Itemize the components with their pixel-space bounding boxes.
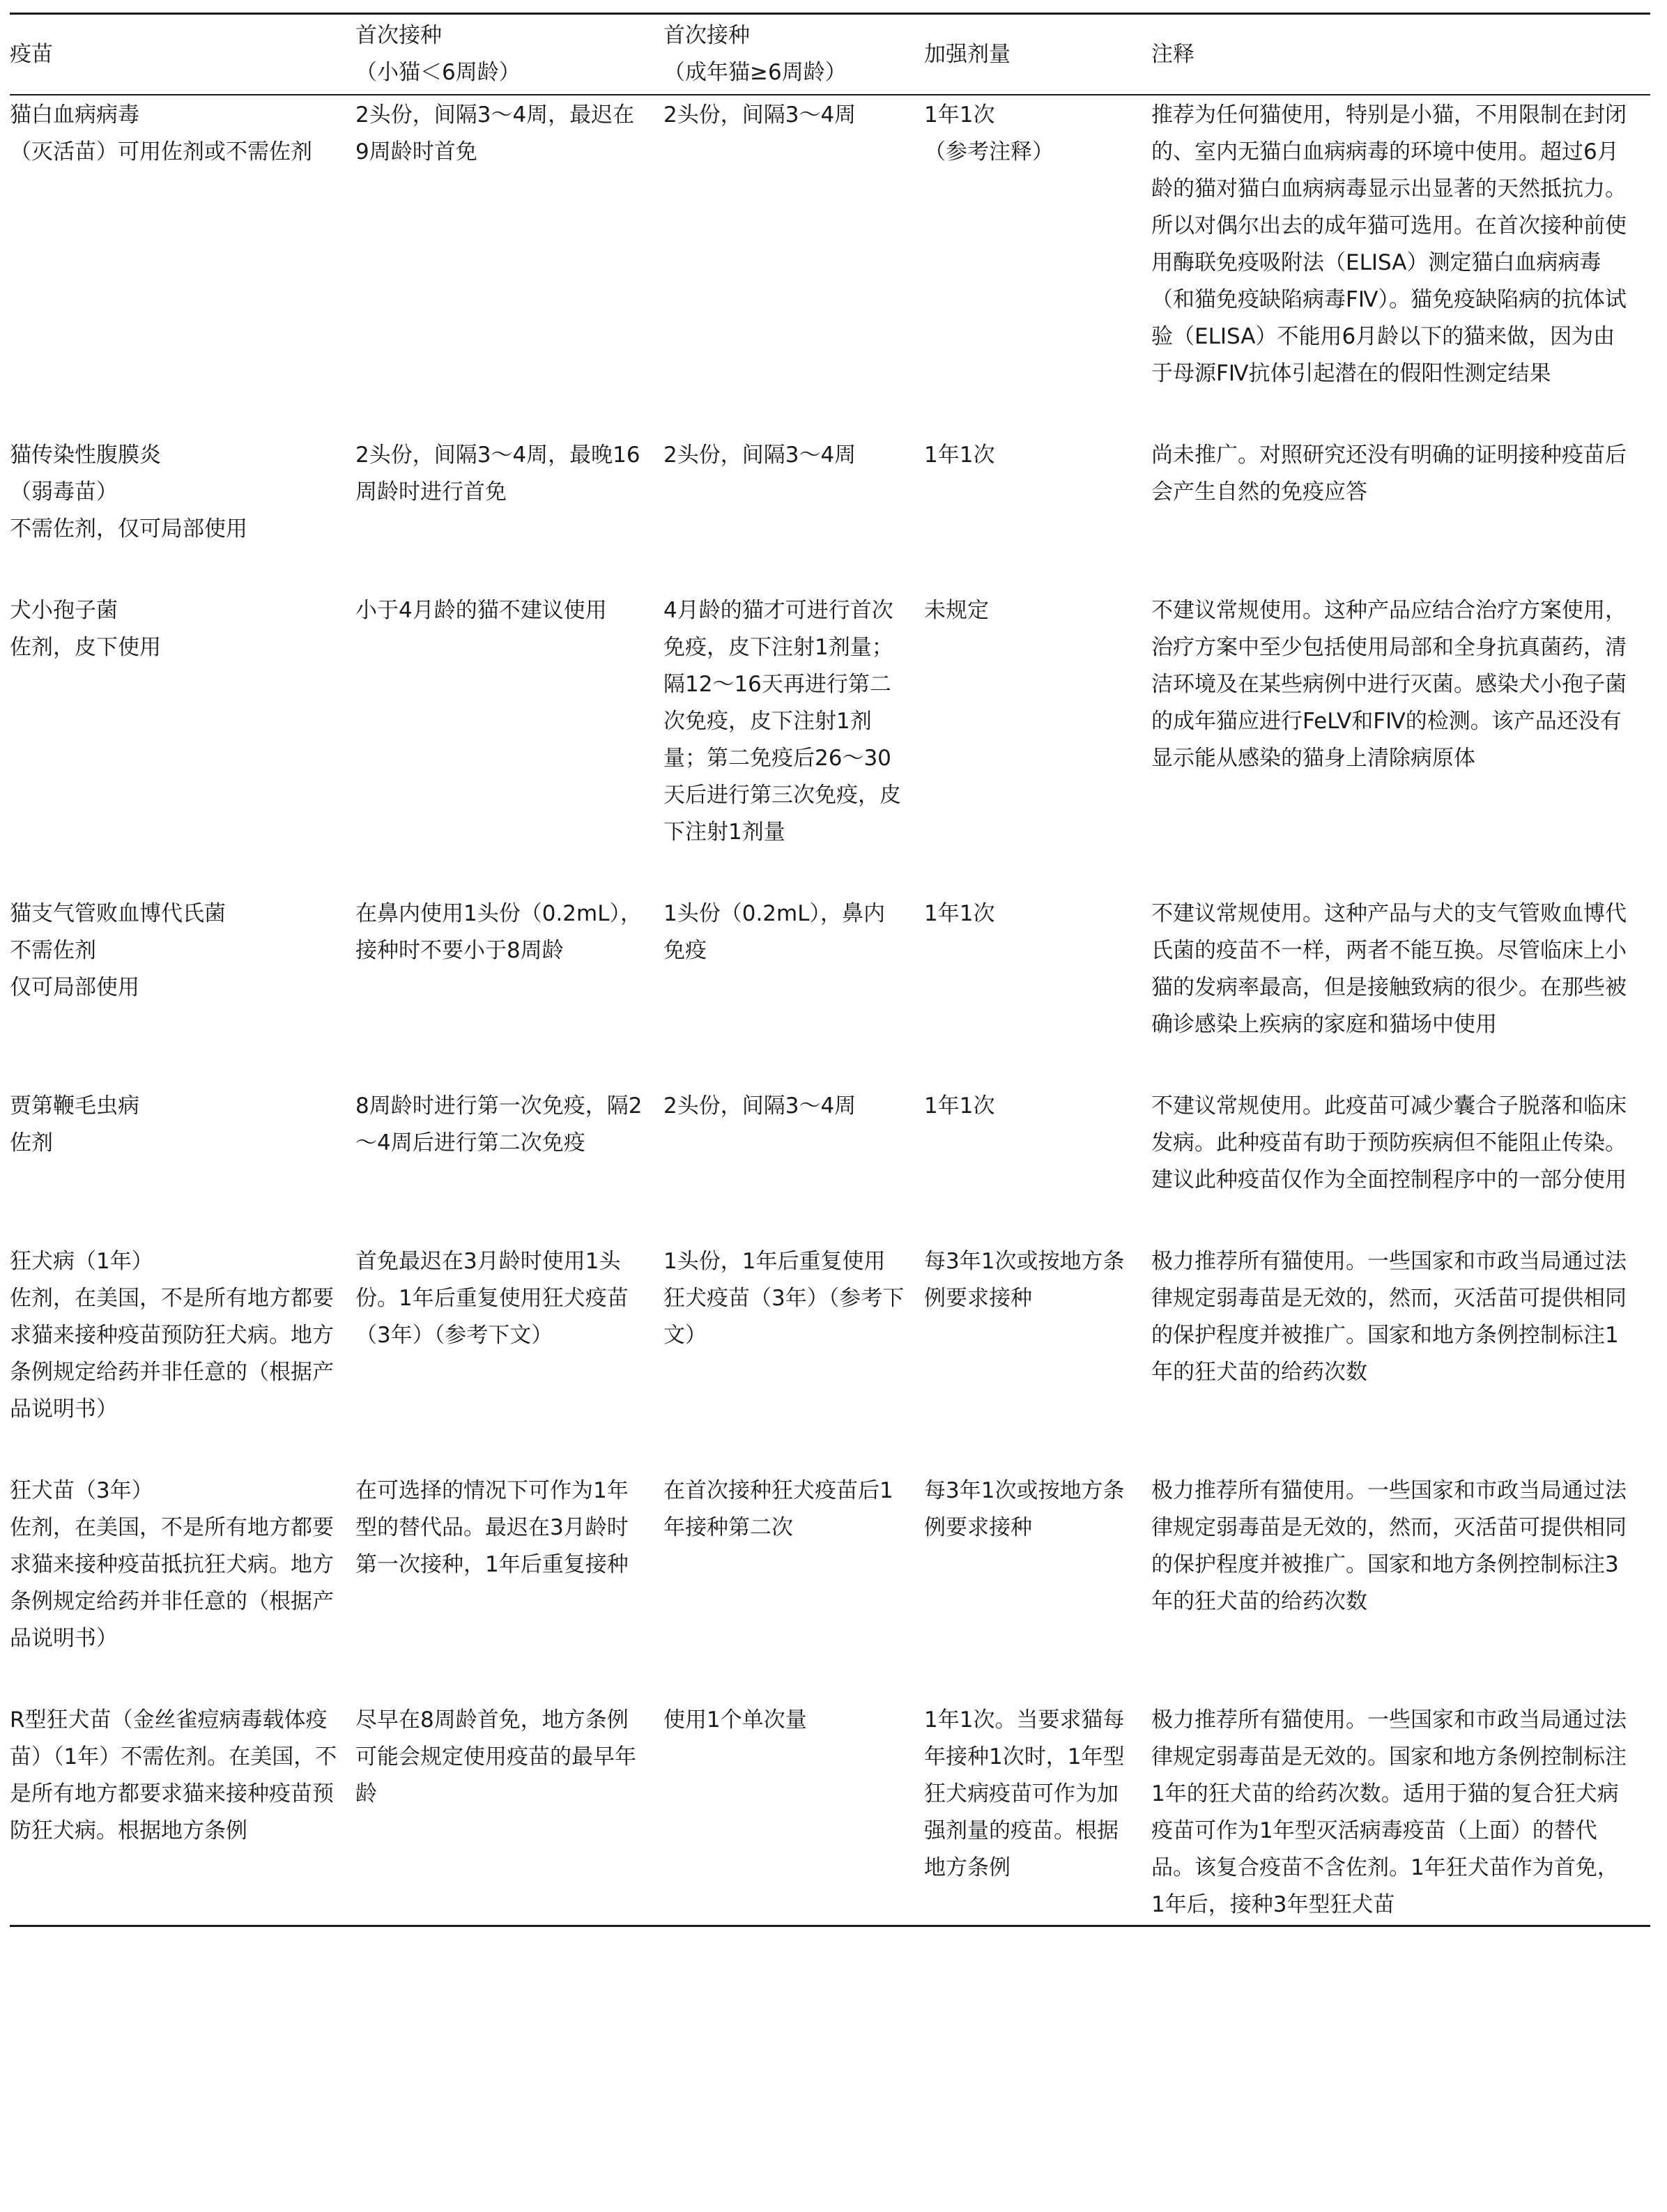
- table-row: [10, 1241, 1650, 1470]
- table-row: [10, 1699, 1650, 1926]
- notes-cell: 极力推荐所有猫使用。一些国家和市政当局通过法律规定弱毒苗是无效的，然而，灭活苗可提供相同的保护程度并被推广。国家和地方条例控制标注3年的狂犬苗的给药次数: [1151, 1478, 1627, 1614]
- adult-first-dose-cell: 使用1个单次量: [663, 1707, 807, 1733]
- adult-first-dose-cell: 4月龄的猫才可进行首次免疫，皮下注射1剂量；隔12～16天再进行第二次免疫，皮下注射1剂量；第二免疫后26～30天后进行第三次免疫，皮下注射1剂量: [663, 598, 901, 845]
- header-first-dose-kitten: [355, 14, 663, 95]
- booster-cell: [924, 1085, 1151, 1241]
- vaccine-cell-line: 不需佐剂: [10, 938, 96, 963]
- kitten-first-dose-cell: 8周龄时进行第一次免疫，隔2～4周后进行第二次免疫: [355, 1093, 643, 1155]
- vaccine-cell-line: 不需佐剂，仅可局部使用: [10, 516, 247, 542]
- booster-cell-line: 未规定: [924, 598, 989, 623]
- table-header: [10, 14, 1650, 95]
- header-row: [10, 14, 1650, 95]
- booster-cell: [924, 1470, 1151, 1699]
- header-line: 首次接种: [663, 23, 750, 48]
- booster-cell: [924, 590, 1151, 893]
- table-row: [10, 434, 1650, 590]
- vaccine-cell-line: 仅可局部使用: [10, 975, 139, 1000]
- vaccine-cell-line: 狂犬苗（3年）: [10, 1478, 153, 1503]
- header-line: （小猫＜6周龄）: [355, 60, 521, 85]
- adult-first-dose-cell: 2头份，间隔3～4周: [663, 443, 856, 468]
- notes-cell: 不建议常规使用。这种产品与犬的支气管败血博代氏菌的疫苗不一样，两者不能互换。尽管临床上小猫的发病率最高，但是接触致病的很少。在那些被确诊感染上疾病的家庭和猫场中使用: [1151, 901, 1627, 1037]
- kitten-first-dose-cell: 小于4月龄的猫不建议使用: [355, 598, 607, 623]
- notes-cell: 极力推荐所有猫使用。一些国家和市政当局通过法律规定弱毒苗是无效的，然而，灭活苗可提供相同的保护程度并被推广。国家和地方条例控制标注1年的狂犬苗的给药次数: [1151, 1249, 1627, 1385]
- vaccine-cell-line: 猫白血病病毒: [10, 102, 139, 128]
- booster-cell-line: 每3年1次或按地方条例要求接种: [924, 1249, 1125, 1311]
- adult-first-dose-cell: 2头份，间隔3～4周: [663, 1093, 856, 1119]
- vaccine-cell: [10, 1470, 355, 1699]
- notes-cell: 极力推荐所有猫使用。一些国家和市政当局通过法律规定弱毒苗是无效的。国家和地方条例控制标注1年的狂犬苗的给药次数。适用于猫的复合狂犬病疫苗可作为1年型灭活病毒疫苗（上面）的替代品。该复合疫苗不含佐剂。1年狂犬苗作为首免，1年后，接种3年型狂犬苗: [1151, 1707, 1627, 1917]
- adult-first-dose-cell: 1头份，1年后重复使用狂犬疫苗（3年）（参考下文）: [663, 1249, 905, 1348]
- kitten-first-dose-cell: 2头份，间隔3～4周，最晚16周龄时进行首免: [355, 443, 640, 505]
- booster-cell: [924, 434, 1151, 590]
- booster-cell-line: 1年1次: [924, 443, 995, 468]
- vaccine-cell: [10, 1699, 355, 1926]
- vaccine-cell-line: 犬小孢子菌: [10, 598, 118, 623]
- vaccine-cell-line: 佐剂，在美国，不是所有地方都要求猫来接种疫苗抵抗狂犬病。地方条例规定给药并非任意的（根据产品说明书）: [10, 1515, 334, 1651]
- vaccine-cell-line: R型狂犬苗（金丝雀痘病毒载体疫苗）（1年）不需佐剂。在美国，不是所有地方都要求猫来接种疫苗预防狂犬病。根据地方条例: [10, 1707, 337, 1843]
- adult-first-dose-cell: 1头份（0.2mL），鼻内免疫: [663, 901, 885, 963]
- booster-cell-line: 每3年1次或按地方条例要求接种: [924, 1478, 1125, 1540]
- booster-cell: [924, 893, 1151, 1085]
- notes-cell: 不建议常规使用。此疫苗可减少囊合子脱落和临床发病。此种疫苗有助于预防疾病但不能阻止传染。建议此种疫苗仅作为全面控制程序中的一部分使用: [1151, 1093, 1627, 1192]
- kitten-first-dose-cell: 首免最迟在3月龄时使用1头份。1年后重复使用狂犬疫苗（3年）（参考下文）: [355, 1249, 629, 1348]
- header-line: （成年猫≥6周龄）: [663, 60, 847, 85]
- vaccine-cell-line: 佐剂: [10, 1130, 53, 1155]
- vaccine-cell-line: 狂犬病（1年）: [10, 1249, 153, 1274]
- table-row: [10, 95, 1650, 434]
- notes-cell: 尚未推广。对照研究还没有明确的证明接种疫苗后会产生自然的免疫应答: [1151, 443, 1627, 505]
- kitten-first-dose-cell: 在鼻内使用1头份（0.2mL），接种时不要小于8周龄: [355, 901, 642, 963]
- header-line: 注释: [1151, 41, 1194, 67]
- header-first-dose-adult: [663, 14, 924, 95]
- table-row: [10, 1470, 1650, 1699]
- vaccine-cell: [10, 1085, 355, 1241]
- booster-cell: [924, 1699, 1151, 1926]
- header-line: 疫苗: [10, 41, 53, 67]
- booster-cell-line: 1年1次: [924, 901, 995, 926]
- booster-cell-line: 1年1次。当要求猫每年接种1次时，1年型狂犬病疫苗可作为加强剂量的疫苗。根据地方条例: [924, 1707, 1125, 1880]
- vaccine-cell-line: 佐剂，皮下使用: [10, 635, 161, 660]
- vaccine-cell-line: 猫支气管败血博代氏菌: [10, 901, 226, 926]
- booster-cell-line: 1年1次: [924, 102, 995, 128]
- vaccine-cell: [10, 590, 355, 893]
- vaccine-cell-line: （灭活苗）可用佐剂或不需佐剂: [10, 139, 312, 164]
- vaccine-cell-line: （弱毒苗）: [10, 479, 118, 505]
- header-line: 加强剂量: [924, 41, 1011, 67]
- vaccine-cell-line: 贾第鞭毛虫病: [10, 1093, 139, 1119]
- booster-cell-line: 1年1次: [924, 1093, 995, 1119]
- header-notes: [1151, 14, 1650, 95]
- booster-cell: [924, 1241, 1151, 1470]
- vaccine-cell: [10, 893, 355, 1085]
- vaccination-table: [10, 13, 1650, 1927]
- vaccine-cell: [10, 95, 355, 434]
- notes-cell: 不建议常规使用。这种产品应结合治疗方案使用，治疗方案中至少包括使用局部和全身抗真菌药，清洁环境及在某些病例中进行灭菌。感染犬小孢子菌的成年猫应进行FeLV和FⅣ的检测。该产品还没有显示能从感染的猫身上清除病原体: [1151, 598, 1627, 771]
- booster-cell: [924, 95, 1151, 434]
- table-row: [10, 1085, 1650, 1241]
- vaccine-cell-line: 猫传染性腹膜炎: [10, 443, 161, 468]
- vaccine-cell: [10, 434, 355, 590]
- notes-cell: 推荐为任何猫使用，特别是小猫，不用限制在封闭的、室内无猫白血病病毒的环境中使用。超过6月龄的猫对猫白血病病毒显示出显著的天然抵抗力。所以对偶尔出去的成年猫可选用。在首次接种前使用酶联免疫吸附法（ELISA）测定猫白血病病毒（和猫免疫缺陷病毒FⅣ）。猫免疫缺陷病的抗体试验（ELISA）不能用6月龄以下的猫来做，因为由于母源FⅣ抗体引起潜在的假阳性测定结果: [1151, 102, 1627, 386]
- table-body: [10, 95, 1650, 1926]
- vaccine-cell: [10, 1241, 355, 1470]
- table-row: [10, 590, 1650, 893]
- kitten-first-dose-cell: 尽早在8周龄首免，地方条例可能会规定使用疫苗的最早年龄: [355, 1707, 636, 1806]
- vaccine-cell-line: 佐剂，在美国，不是所有地方都要求猫来接种疫苗预防狂犬病。地方条例规定给药并非任意的（根据产品说明书）: [10, 1286, 334, 1422]
- header-booster: [924, 14, 1151, 95]
- adult-first-dose-cell: 在首次接种狂犬疫苗后1年接种第二次: [663, 1478, 893, 1540]
- booster-cell-line: （参考注释）: [924, 139, 1054, 164]
- header-vaccine: [10, 14, 355, 95]
- kitten-first-dose-cell: 在可选择的情况下可作为1年型的替代品。最迟在3月龄时第一次接种，1年后重复接种: [355, 1478, 629, 1577]
- header-line: 首次接种: [355, 23, 442, 48]
- kitten-first-dose-cell: 2头份，间隔3～4周，最迟在9周龄时首免: [355, 102, 635, 164]
- table-row: [10, 893, 1650, 1085]
- adult-first-dose-cell: 2头份，间隔3～4周: [663, 102, 856, 128]
